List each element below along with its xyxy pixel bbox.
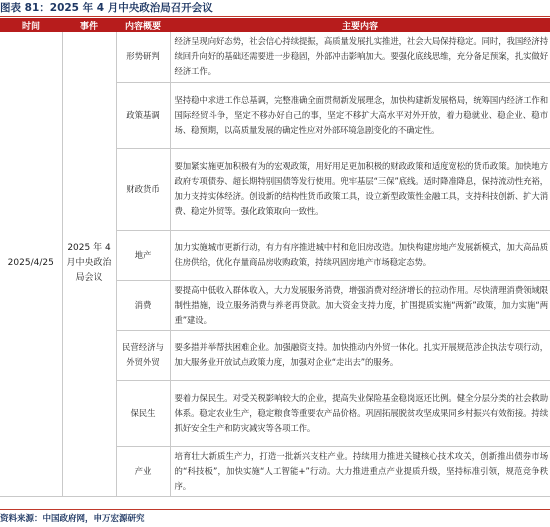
time-cell: 2025/4/25: [0, 32, 62, 496]
category-label: 民营经济与外贸外贸: [122, 342, 164, 367]
category-cell: [116, 330, 170, 380]
category-cell: 财政货币: [116, 148, 170, 230]
content-cell: 要提高中低收入群体收入，大力发展服务消费，增强消费对经济增长的拉动作用。尽快清理消费领域限制性措施，设立服务消费与养老再贷款。加大资金支持力度，扩围提质实施“两新”政策，加力实施“两重”建设。: [170, 280, 550, 330]
category-cell: 产业: [116, 446, 170, 496]
header-content: 主要内容: [170, 18, 550, 32]
content-cell: 加力实施城市更新行动，有力有序推进城中村和危旧房改造。加快构建房地产发展新模式，加大高品质住房供给，优化存量商品房收购政策，持续巩固房地产市场稳定态势。: [170, 230, 550, 280]
policy-table: [0, 18, 550, 497]
event-label: 2025 年 4 月中央政治局会议: [66, 243, 112, 284]
header-category: 内容概要: [116, 18, 170, 32]
category-cell: 保民生: [116, 380, 170, 446]
category-cell: 消费: [116, 280, 170, 330]
figure-title: 图表 81：2025 年 4 月中央政治局召开会议: [0, 2, 213, 14]
event-cell: [62, 32, 116, 496]
content-cell: 经济呈现向好态势，社会信心持续提振，高质量发展扎实推进，社会大局保持稳定。同时，我国经济持续回升向好的基础还需要进一步稳固，外部冲击影响加大。要强化底线思维，充分备足预案，扎实做好经济工作。: [170, 32, 550, 82]
content-cell: 坚持稳中求进工作总基调，完整准确全面贯彻新发展理念，加快构建新发展格局，统筹国内经济工作和国际经贸斗争，坚定不移办好自己的事，坚定不移扩大高水平对外开放，着力稳就业、稳企业、稳市场、稳预期，以高质量发展的确定性应对外部环境急剧变化的不确定性。: [170, 82, 550, 148]
content-cell: 要多措并举帮扶困难企业。加强融资支持。加快推动内外贸一体化。扎实开展规范涉企执法专项行动，加大服务业开放试点政策力度，加强对企业“走出去”的服务。: [170, 330, 550, 380]
table-header-row: [0, 18, 550, 32]
header-time: 时间: [0, 18, 62, 32]
category-cell: 地产: [116, 230, 170, 280]
content-cell: 要加紧实施更加积极有为的宏观政策，用好用足更加积极的财政政策和适度宽松的货币政策。加快地方政府专项债券、超长期特别国债等发行使用。兜牢基层“三保”底线。适时降准降息，保持流动性充裕，加力支持实体经济。创设新的结构性货币政策工具，设立新型政策性金融工具，支持科技创新、扩大消费、稳定外贸等。强化政策取向一致性。: [170, 148, 550, 230]
content-cell: 培育壮大新质生产力，打造一批新兴支柱产业。持续用力推进关键核心技术攻关，创新推出债券市场的“科技板”，加快实施“人工智能+”行动。大力推进重点产业提质升级，坚持标准引领，规范竞争秩序。: [170, 446, 550, 496]
category-cell: 形势研判: [116, 32, 170, 82]
content-cell: 要着力保民生。对受关税影响较大的企业，提高失业保险基金稳岗返还比例。健全分层分类的社会救助体系。稳定农业生产，稳定粮食等重要农产品价格。巩固拓展脱贫攻坚成果同乡村振兴有效衔接。持续抓好安全生产和防灾减灾等各项工作。: [170, 380, 550, 446]
header-event: 事件: [62, 18, 116, 32]
source-note: 资料来源：中国政府网，申万宏源研究: [0, 514, 145, 524]
source-rule: [0, 509, 550, 510]
category-cell: 政策基调: [116, 82, 170, 148]
table-row: [0, 32, 550, 82]
title-rule: [0, 16, 550, 17]
